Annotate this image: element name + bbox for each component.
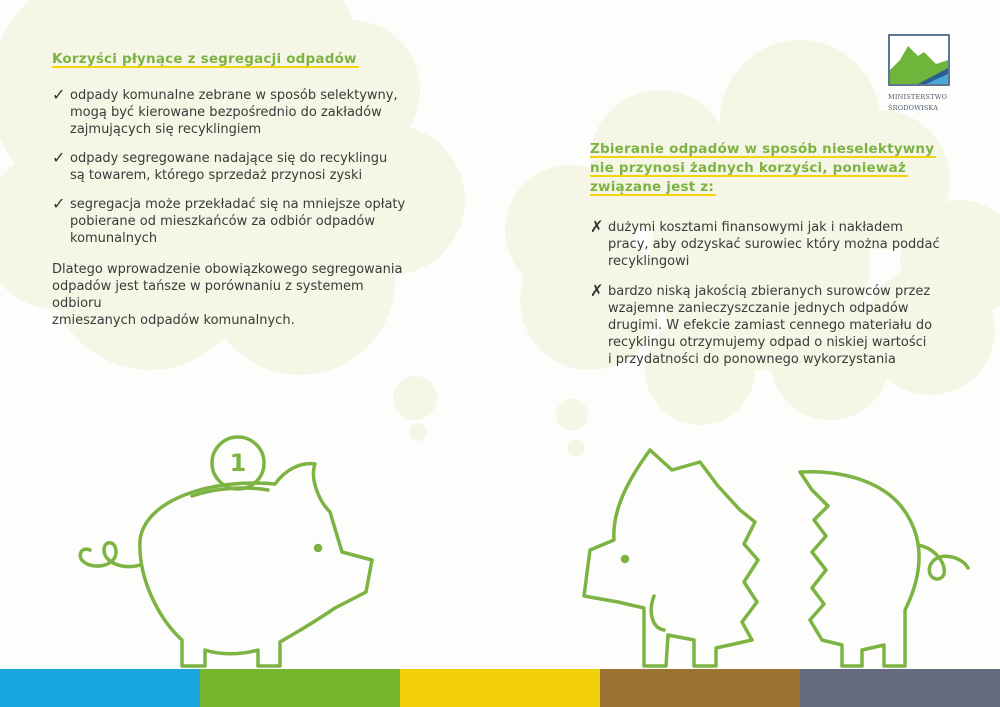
list-item: ✗ bardzo niską jakością zbieranych surowców przez wzajemne zanieczyszczanie jednych odpadów drugimi. W efekcie zamiast cennego materiału do recyklingu otrzymujemy odpad o niskiej wartości i przydatności do ponownego wykorzystania bbox=[590, 281, 933, 367]
list-item: ✓ odpady segregowane nadające się do recyklingu są towarem, którego sprzedaż przynosi zyski bbox=[52, 148, 388, 183]
benefits-list bbox=[52, 87, 412, 247]
list-item: ✗ dużymi kosztami finansowymi jak i nakładem pracy, aby odzyskać surowiec który można poddać recyklingowi bbox=[590, 217, 940, 269]
thought-bubbles-left bbox=[393, 376, 437, 441]
logo-text-line2: ŚRODOWISKA bbox=[888, 104, 939, 112]
stripe-slate bbox=[800, 669, 1000, 707]
benefits-summary: Dlatego wprowadzenie obowiązkowego segregowania odpadów jest tańsze w porównaniu z systemem odbioru zmieszanych odpadów komunalnych. bbox=[52, 262, 403, 328]
list-item: ✓ odpady komunalne zebrane w sposób selektywny, mogą być kierowane bezpośrednio do zakładów zajmujących się recyklingiem bbox=[52, 85, 398, 137]
broken-piggy-bank-icon bbox=[584, 450, 968, 666]
cross-icon: ✗ bbox=[590, 217, 604, 236]
cross-icon: ✗ bbox=[590, 281, 604, 300]
benefits-heading: Korzyści płynące z segregacji odpadów bbox=[52, 51, 357, 67]
drawbacks-list bbox=[590, 219, 950, 368]
list-item: ✓ segregacja może przekładać się na mniejsze opłaty pobierane od mieszkańców za odbiór odpadów komunalnych bbox=[52, 194, 406, 246]
stripe-green bbox=[200, 669, 400, 707]
check-icon: ✓ bbox=[52, 85, 66, 104]
color-stripes bbox=[0, 669, 1000, 707]
stripe-blue bbox=[0, 669, 200, 707]
check-icon: ✓ bbox=[52, 148, 66, 167]
drawbacks-panel bbox=[590, 140, 950, 381]
stripe-brown bbox=[600, 669, 800, 707]
thought-bubbles-right bbox=[556, 399, 588, 457]
benefits-panel bbox=[52, 50, 412, 329]
drawbacks-heading: Zbieranie odpadów w sposób nieselektywny nie przynosi żadnych korzyści, ponieważ związane jest z: bbox=[590, 141, 935, 195]
coin-label: 1 bbox=[229, 449, 247, 477]
piggy-bank-icon bbox=[80, 464, 372, 666]
check-icon: ✓ bbox=[52, 194, 66, 213]
ministry-logo bbox=[888, 34, 950, 112]
stripe-yellow bbox=[400, 669, 600, 707]
logo-text-line1: MINISTERSTWO bbox=[888, 93, 948, 101]
ministry-logo-mountain-icon bbox=[888, 34, 950, 86]
